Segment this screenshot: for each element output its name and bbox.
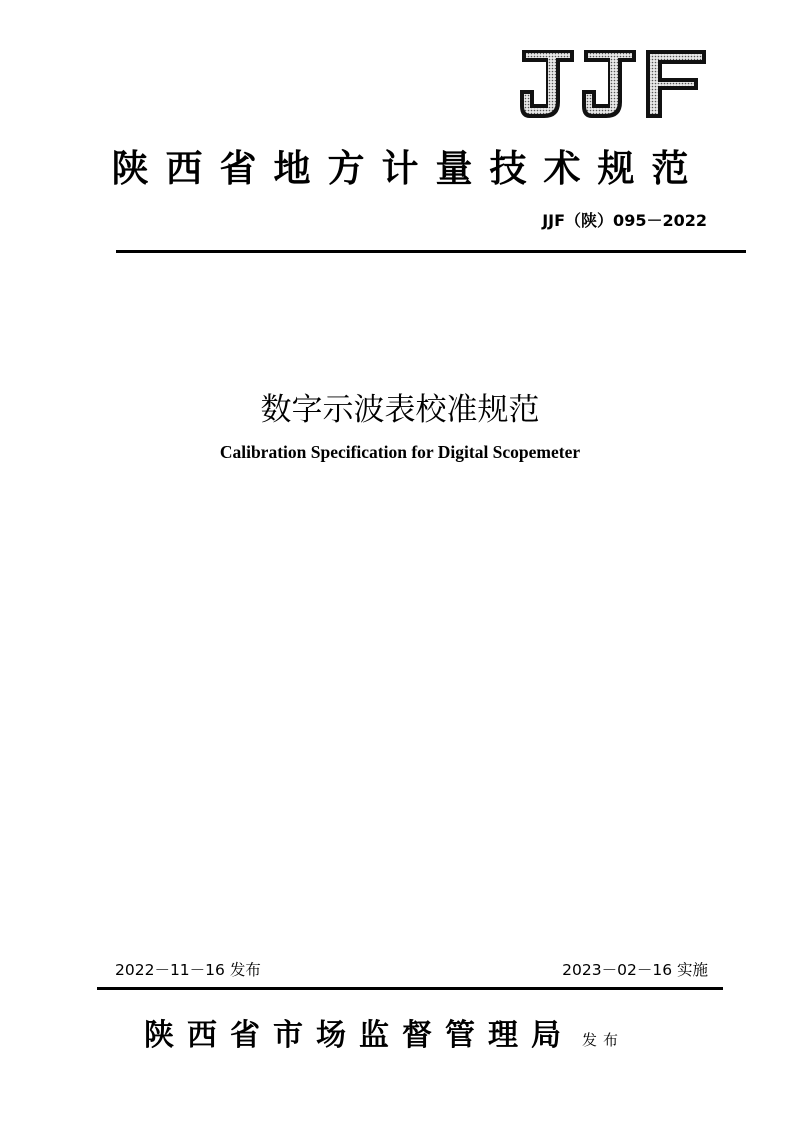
effective-date: 2023－02－16 实施 bbox=[562, 961, 708, 979]
document-title-english: Calibration Specification for Digital Scopemeter bbox=[219, 442, 581, 462]
issuer-suffix: 发布 bbox=[582, 1031, 625, 1049]
issuer bbox=[144, 1014, 624, 1058]
issuer-name: 陕西省市场监督管理局 bbox=[144, 1018, 574, 1053]
jjf-logo-icon bbox=[518, 46, 708, 122]
publish-date: 2022－11－16 发布 bbox=[115, 961, 261, 979]
standard-number: JJF（陕）095－2022 bbox=[542, 211, 707, 230]
footer-divider bbox=[97, 987, 723, 990]
document-title-chinese: 数字示波表校准规范 bbox=[260, 392, 540, 428]
header-divider bbox=[116, 250, 746, 253]
series-title: 陕西省地方计量技术规范 bbox=[111, 146, 706, 190]
